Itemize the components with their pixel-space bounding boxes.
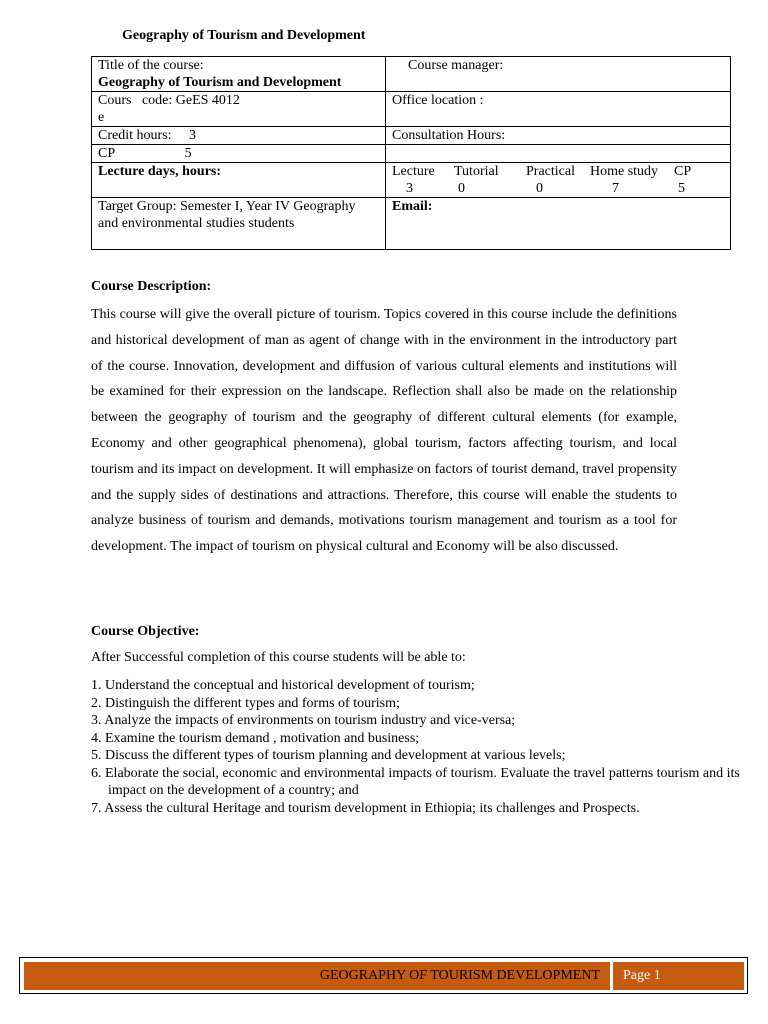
course-objective-heading: Course Objective:: [91, 624, 200, 639]
home-study-header: Home study: [590, 164, 659, 179]
page-footer: [19, 957, 748, 994]
list-item: 4. Examine the tourism demand , motivation and business;: [91, 730, 420, 746]
home-study-value: 7: [612, 181, 619, 196]
tutorial-value: 0: [458, 181, 465, 196]
cp-cell: CP 5: [92, 145, 386, 163]
course-code-cell: [92, 92, 386, 127]
lecture-days-label: Lecture days, hours:: [92, 163, 386, 198]
cp-value: 5: [678, 181, 685, 196]
list-item: 6. Elaborate the social, economic and environmental impacts of tourism. Evaluate the travel patterns tourism and its impact on the development of a country; and: [91, 765, 740, 798]
course-description-body: This course will give the overall picture of tourism. Topics covered in this course include the definitions and historical development of man as agent of change with in the environment in the introductory part of the course. Innovation, development and diffusion of various cultural elements and institutions will be examined for their expression on the landscape. Reflection shall also be made on the relationship between the geography of tourism and the geography of different cultural elements (for example, Economy and other geographical phenomena), global tourism, factors affecting tourism, and local tourism and its impact on development. It will emphasize on factors of tourist demand, travel propensity and the supply sides of destinations and attractions. Therefore, this course will enable the students to analyze business of tourism and demands, motivations tourism management and tourism as a tool for development. The impact of tourism on physical cultural and Economy will be also discussed.: [91, 307, 677, 555]
course-title-label: Title of the course:: [98, 58, 204, 73]
course-manager-label: Course manager:: [408, 58, 504, 73]
course-title-value: Geography of Tourism and Development: [98, 75, 342, 90]
list-item: 2. Distinguish the different types and forms of tourism;: [91, 695, 400, 711]
cp-header: CP: [674, 164, 692, 179]
list-item: 1. Understand the conceptual and historical development of tourism;: [91, 678, 475, 693]
table-row: [92, 92, 731, 127]
course-title-cell: [92, 57, 386, 92]
email-label: Email:: [386, 198, 731, 250]
footer-title-bar: GEOGRAPHY OF TOURISM DEVELOPMENT: [24, 962, 610, 990]
practical-header: Practical: [526, 164, 575, 179]
tutorial-header: Tutorial: [454, 164, 499, 179]
practical-value: 0: [536, 181, 543, 196]
course-code-line2: e: [98, 110, 105, 125]
credit-hours-cell: Credit hours: 3: [92, 127, 386, 145]
course-code-line1: Cours code: GeES 4012: [98, 93, 240, 108]
course-manager-cell: [386, 57, 731, 92]
office-location-label: Office location :: [392, 93, 484, 108]
list-item: 7. Assess the cultural Heritage and tourism development in Ethiopia; its challenges and Prospects.: [91, 800, 640, 816]
target-group-cell: Target Group: Semester I, Year IV Geography and environmental studies students: [92, 198, 386, 250]
lecture-hours-cell: [386, 163, 731, 198]
objectives-list: [91, 677, 751, 817]
document-title: Geography of Tourism and Development: [122, 28, 366, 43]
consultation-hours-cell: Consultation Hours:: [386, 127, 731, 145]
course-info-table: [91, 56, 731, 250]
empty-cell: [386, 145, 731, 163]
table-row: [92, 163, 731, 198]
office-location-cell: [386, 92, 731, 127]
table-row: [92, 145, 731, 163]
lecture-hours-headers: [392, 163, 724, 180]
list-item: 5. Discuss the different types of tourism planning and development at various levels;: [91, 748, 566, 763]
course-description-heading: Course Description:: [91, 279, 212, 294]
lecture-header: Lecture: [392, 164, 435, 179]
table-row: [92, 57, 731, 92]
lecture-hours-values: [392, 180, 724, 197]
list-item: 3. Analyze the impacts of environments on tourism industry and vice-versa;: [91, 713, 516, 728]
footer-page-number: Page 1: [613, 962, 744, 990]
table-row: [92, 198, 731, 250]
course-objective-intro: After Successful completion of this course students will be able to:: [91, 650, 466, 665]
lecture-value: 3: [406, 181, 413, 196]
table-row: [92, 127, 731, 145]
